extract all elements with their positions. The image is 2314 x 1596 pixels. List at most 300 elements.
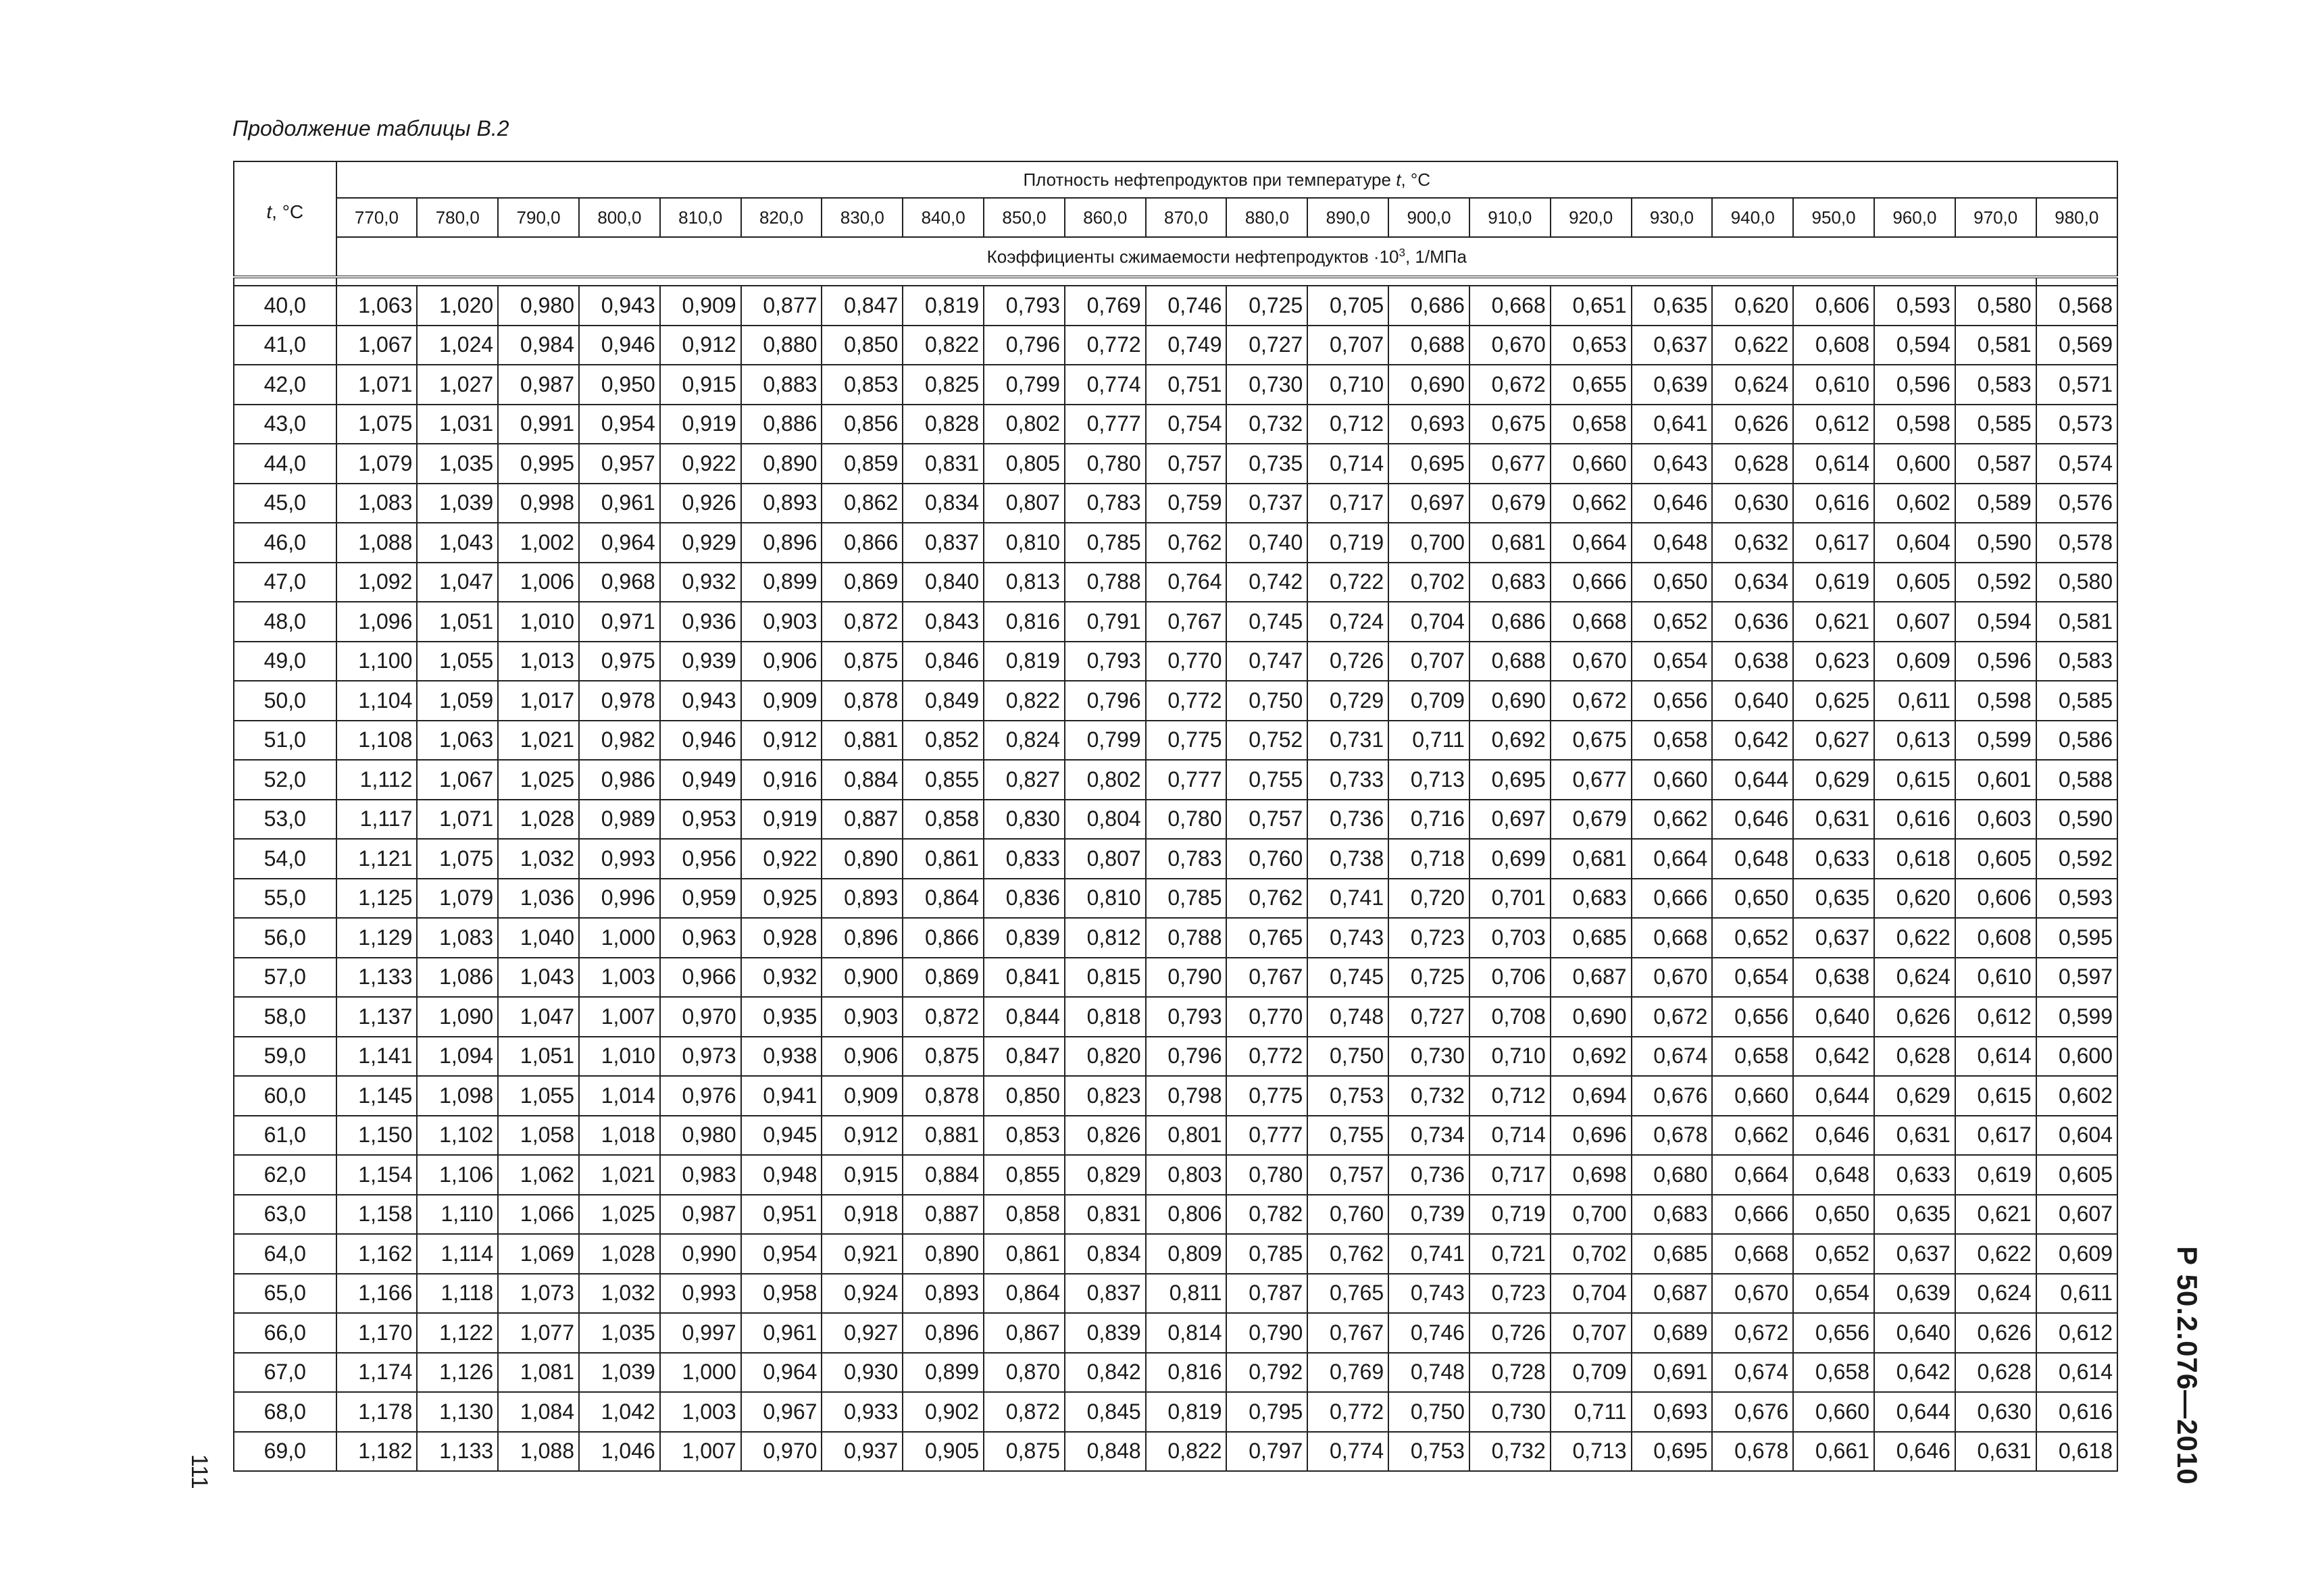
coefficient-cell: 0,722 [1307, 563, 1388, 602]
coefficient-cell: 0,946 [579, 326, 660, 365]
temperature-cell: 67,0 [234, 1353, 336, 1393]
coefficient-cell: 0,624 [1955, 1274, 2036, 1314]
coefficient-cell: 0,712 [1307, 405, 1388, 444]
coefficient-cell: 0,654 [1632, 642, 1713, 681]
coefficient-cell: 0,703 [1469, 918, 1551, 958]
table-row [234, 800, 2117, 840]
coefficient-cell: 0,689 [1632, 1313, 1713, 1353]
coefficient-cell: 1,133 [417, 1432, 498, 1472]
coefficient-cell: 1,013 [498, 642, 579, 681]
coefficient-cell: 0,807 [984, 484, 1065, 523]
coefficient-cell: 0,730 [1469, 1392, 1551, 1432]
coefficient-cell: 0,819 [1146, 1392, 1227, 1432]
coefficient-cell: 0,822 [903, 326, 984, 365]
coefficient-cell: 0,826 [1065, 1116, 1146, 1156]
coefficient-cell: 0,626 [1874, 997, 1955, 1037]
coefficient-cell: 0,787 [1226, 1274, 1307, 1314]
coefficient-cell: 0,704 [1551, 1274, 1632, 1314]
table-row [234, 365, 2117, 405]
coefficient-cell: 0,709 [1551, 1353, 1632, 1393]
density-header-cell: 940,0 [1712, 198, 1793, 237]
coefficient-cell: 0,806 [1146, 1195, 1227, 1235]
coefficient-cell: 0,616 [2036, 1392, 2117, 1432]
coefficient-cell: 0,646 [1712, 800, 1793, 840]
coefficient-cell: 0,824 [984, 721, 1065, 761]
coefficient-cell: 1,130 [417, 1392, 498, 1432]
coefficient-cell: 0,605 [1955, 839, 2036, 879]
coefficient-cell: 0,650 [1793, 1195, 1874, 1235]
coefficient-cell: 0,696 [1551, 1116, 1632, 1156]
coefficient-cell: 0,742 [1226, 563, 1307, 602]
coefficient-cell: 1,010 [579, 1037, 660, 1077]
coefficient-cell: 0,852 [903, 721, 984, 761]
coefficient-cell: 0,953 [660, 800, 741, 840]
coefficient-cell: 0,747 [1226, 642, 1307, 681]
coefficient-cell: 1,162 [336, 1234, 418, 1274]
temperature-cell: 57,0 [234, 958, 336, 998]
coefficient-cell: 0,753 [1307, 1076, 1388, 1116]
coefficient-cell: 0,685 [1551, 918, 1632, 958]
coefficient-cell: 0,743 [1307, 918, 1388, 958]
coefficient-cell: 0,730 [1226, 365, 1307, 405]
coefficient-cell: 0,970 [741, 1432, 822, 1472]
table-row [234, 681, 2117, 721]
coefficient-cell: 0,608 [1955, 918, 2036, 958]
compressibility-table-container [233, 161, 2118, 1472]
density-header-cell: 830,0 [822, 198, 903, 237]
coefficient-cell: 0,783 [1065, 484, 1146, 523]
coefficient-cell: 0,635 [1874, 1195, 1955, 1235]
coefficient-cell: 0,600 [2036, 1037, 2117, 1077]
coefficient-cell: 1,084 [498, 1392, 579, 1432]
coefficient-cell: 0,936 [660, 602, 741, 642]
coefficient-cell: 0,818 [1065, 997, 1146, 1037]
coefficient-cell: 1,066 [498, 1195, 579, 1235]
coefficient-cell: 0,878 [822, 681, 903, 721]
separator-cell [417, 277, 498, 286]
coefficient-header-unit: , 1/МПа [1405, 246, 1467, 267]
coefficient-cell: 0,648 [1632, 523, 1713, 563]
coefficient-cell: 0,597 [2036, 958, 2117, 998]
coefficient-cell: 1,039 [579, 1353, 660, 1393]
coefficient-cell: 0,604 [1874, 523, 1955, 563]
coefficient-cell: 1,040 [498, 918, 579, 958]
coefficient-cell: 1,055 [417, 642, 498, 681]
coefficient-cell: 0,757 [1226, 800, 1307, 840]
table-row [234, 1274, 2117, 1314]
coefficient-cell: 0,664 [1712, 1155, 1793, 1195]
coefficient-cell: 0,870 [984, 1353, 1065, 1393]
coefficient-cell: 0,605 [1874, 563, 1955, 602]
coefficient-cell: 0,893 [903, 1274, 984, 1314]
coefficient-cell: 0,724 [1307, 602, 1388, 642]
coefficient-cell: 0,585 [2036, 681, 2117, 721]
coefficient-cell: 0,628 [1712, 444, 1793, 484]
coefficient-cell: 0,683 [1469, 563, 1551, 602]
coefficient-cell: 0,880 [741, 326, 822, 365]
coefficient-cell: 1,083 [336, 484, 418, 523]
coefficient-cell: 0,890 [903, 1234, 984, 1274]
coefficient-cell: 0,720 [1388, 879, 1469, 919]
coefficient-cell: 1,077 [498, 1313, 579, 1353]
density-header-cell: 960,0 [1874, 198, 1955, 237]
coefficient-cell: 0,903 [741, 602, 822, 642]
t-label-variable: t [266, 201, 272, 222]
coefficient-cell: 0,721 [1469, 1234, 1551, 1274]
coefficient-cell: 0,846 [903, 642, 984, 681]
coefficient-cell: 0,748 [1388, 1353, 1469, 1393]
coefficient-cell: 0,948 [741, 1155, 822, 1195]
coefficient-cell: 0,930 [822, 1353, 903, 1393]
coefficient-cell: 0,921 [822, 1234, 903, 1274]
coefficient-cell: 1,035 [579, 1313, 660, 1353]
coefficient-cell: 1,154 [336, 1155, 418, 1195]
t-label-unit: , °С [272, 201, 304, 222]
coefficient-cell: 0,695 [1632, 1432, 1713, 1472]
coefficient-cell: 0,624 [1712, 365, 1793, 405]
coefficient-cell: 1,000 [660, 1353, 741, 1393]
coefficient-cell: 0,668 [1551, 602, 1632, 642]
coefficient-cell: 0,772 [1307, 1392, 1388, 1432]
coefficient-cell: 1,032 [498, 839, 579, 879]
density-header-variable: t [1396, 169, 1401, 190]
coefficient-cell: 0,697 [1469, 800, 1551, 840]
coefficient-cell: 1,079 [417, 879, 498, 919]
coefficient-cell: 1,036 [498, 879, 579, 919]
coefficient-cell: 0,730 [1388, 1037, 1469, 1077]
coefficient-cell: 0,593 [2036, 879, 2117, 919]
coefficient-cell: 0,716 [1388, 800, 1469, 840]
coefficient-cell: 0,595 [2036, 918, 2117, 958]
coefficient-cell: 0,723 [1388, 918, 1469, 958]
coefficient-cell: 0,633 [1874, 1155, 1955, 1195]
coefficient-cell: 0,600 [1874, 444, 1955, 484]
coefficient-cell: 0,815 [1065, 958, 1146, 998]
coefficient-cell: 1,028 [579, 1234, 660, 1274]
coefficient-cell: 1,006 [498, 563, 579, 602]
coefficient-cell: 1,086 [417, 958, 498, 998]
coefficient-cell: 0,601 [1955, 760, 2036, 800]
coefficient-cell: 0,688 [1388, 326, 1469, 365]
coefficient-cell: 0,793 [1146, 997, 1227, 1037]
coefficient-cell: 0,957 [579, 444, 660, 484]
coefficient-cell: 1,122 [417, 1313, 498, 1353]
coefficient-cell: 1,117 [336, 800, 418, 840]
coefficient-cell: 0,574 [2036, 444, 2117, 484]
coefficient-cell: 0,590 [2036, 800, 2117, 840]
coefficient-cell: 0,956 [660, 839, 741, 879]
coefficient-cell: 0,922 [741, 839, 822, 879]
coefficient-cell: 0,603 [1955, 800, 2036, 840]
coefficient-cell: 1,032 [579, 1274, 660, 1314]
coefficient-cell: 0,963 [660, 918, 741, 958]
separator-cell [1388, 277, 1469, 286]
coefficient-cell: 0,620 [1712, 286, 1793, 326]
coefficient-cell: 0,653 [1551, 326, 1632, 365]
coefficient-cell: 0,606 [1793, 286, 1874, 326]
coefficient-cell: 0,984 [498, 326, 579, 365]
coefficient-cell: 1,000 [579, 918, 660, 958]
coefficient-cell: 1,035 [417, 444, 498, 484]
coefficient-cell: 0,685 [1632, 1234, 1713, 1274]
coefficient-cell: 0,654 [1793, 1274, 1874, 1314]
table-row [234, 721, 2117, 761]
coefficient-cell: 0,798 [1146, 1076, 1227, 1116]
coefficient-cell: 0,607 [1874, 602, 1955, 642]
coefficient-cell: 1,098 [417, 1076, 498, 1116]
coefficient-cell: 0,982 [579, 721, 660, 761]
temperature-cell: 43,0 [234, 405, 336, 444]
coefficient-cell: 0,739 [1388, 1195, 1469, 1235]
coefficient-cell: 1,047 [498, 997, 579, 1037]
coefficient-cell: 0,596 [1955, 642, 2036, 681]
coefficient-cell: 0,796 [1146, 1037, 1227, 1077]
coefficient-cell: 0,767 [1307, 1313, 1388, 1353]
coefficient-cell: 0,616 [1874, 800, 1955, 840]
coefficient-cell: 0,909 [660, 286, 741, 326]
coefficient-cell: 1,027 [417, 365, 498, 405]
coefficient-cell: 0,924 [822, 1274, 903, 1314]
coefficient-cell: 0,658 [1712, 1037, 1793, 1077]
coefficient-cell: 0,615 [1955, 1076, 2036, 1116]
coefficient-cell: 0,670 [1712, 1274, 1793, 1314]
table-row [234, 760, 2117, 800]
coefficient-cell: 0,646 [1793, 1116, 1874, 1156]
coefficient-cell: 0,650 [1712, 879, 1793, 919]
coefficient-cell: 1,112 [336, 760, 418, 800]
coefficient-cell: 0,589 [1955, 484, 2036, 523]
density-header-cell: 970,0 [1955, 198, 2036, 237]
coefficient-cell: 0,941 [741, 1076, 822, 1116]
density-header-cell: 810,0 [660, 198, 741, 237]
coefficient-cell: 0,638 [1793, 958, 1874, 998]
table-row [234, 563, 2117, 602]
temperature-cell: 41,0 [234, 326, 336, 365]
coefficient-cell: 0,681 [1551, 839, 1632, 879]
coefficient-cell: 0,831 [1065, 1195, 1146, 1235]
coefficient-cell: 0,700 [1388, 523, 1469, 563]
coefficient-cell: 0,754 [1146, 405, 1227, 444]
coefficient-cell: 0,918 [822, 1195, 903, 1235]
coefficient-cell: 0,991 [498, 405, 579, 444]
coefficient-cell: 0,741 [1388, 1234, 1469, 1274]
coefficient-cell: 0,725 [1388, 958, 1469, 998]
coefficient-cell: 1,043 [417, 523, 498, 563]
coefficient-cell: 0,805 [984, 444, 1065, 484]
temperature-cell: 45,0 [234, 484, 336, 523]
coefficient-cell: 0,780 [1226, 1155, 1307, 1195]
density-header-cell: 870,0 [1146, 198, 1227, 237]
table-row [234, 1234, 2117, 1274]
separator-cell [984, 277, 1065, 286]
coefficient-cell: 0,975 [579, 642, 660, 681]
coefficient-cell: 0,938 [741, 1037, 822, 1077]
coefficient-cell: 0,777 [1065, 405, 1146, 444]
coefficient-cell: 1,092 [336, 563, 418, 602]
separator-cell [1632, 277, 1713, 286]
coefficient-cell: 0,666 [1632, 879, 1713, 919]
coefficient-cell: 0,620 [1874, 879, 1955, 919]
coefficient-cell: 0,906 [741, 642, 822, 681]
coefficient-cell: 0,833 [984, 839, 1065, 879]
coefficient-cell: 1,055 [498, 1076, 579, 1116]
density-header-cell: 790,0 [498, 198, 579, 237]
coefficient-cell: 0,681 [1469, 523, 1551, 563]
coefficient-cell: 0,770 [1226, 997, 1307, 1037]
coefficient-cell: 0,793 [1065, 642, 1146, 681]
coefficient-cell: 0,674 [1632, 1037, 1713, 1077]
temperature-cell: 44,0 [234, 444, 336, 484]
coefficient-cell: 0,612 [2036, 1313, 2117, 1353]
coefficient-cell: 0,640 [1874, 1313, 1955, 1353]
coefficient-cell: 0,668 [1712, 1234, 1793, 1274]
coefficient-cell: 0,709 [1388, 681, 1469, 721]
coefficient-cell: 0,775 [1226, 1076, 1307, 1116]
coefficient-cell: 0,606 [1955, 879, 2036, 919]
table-row [234, 523, 2117, 563]
coefficient-cell: 0,629 [1874, 1076, 1955, 1116]
coefficient-cell: 0,877 [741, 286, 822, 326]
coefficient-cell: 0,616 [1793, 484, 1874, 523]
coefficient-cell: 0,729 [1307, 681, 1388, 721]
temperature-cell: 53,0 [234, 800, 336, 840]
table-row [234, 1432, 2117, 1472]
coefficient-cell: 1,178 [336, 1392, 418, 1432]
coefficient-cell: 0,849 [903, 681, 984, 721]
separator-cell [1226, 277, 1307, 286]
coefficient-cell: 0,664 [1632, 839, 1713, 879]
temperature-cell: 60,0 [234, 1076, 336, 1116]
coefficient-cell: 1,025 [579, 1195, 660, 1235]
coefficient-cell: 0,986 [579, 760, 660, 800]
coefficient-cell: 0,772 [1146, 681, 1227, 721]
coefficient-cell: 1,102 [417, 1116, 498, 1156]
coefficient-cell: 0,604 [2036, 1116, 2117, 1156]
coefficient-cell: 1,003 [579, 958, 660, 998]
coefficient-cell: 0,834 [903, 484, 984, 523]
coefficient-cell: 1,088 [336, 523, 418, 563]
coefficient-cell: 0,954 [741, 1234, 822, 1274]
coefficient-cell: 0,750 [1226, 681, 1307, 721]
temperature-column-header [234, 161, 336, 277]
temperature-cell: 47,0 [234, 563, 336, 602]
coefficient-cell: 0,737 [1226, 484, 1307, 523]
coefficient-cell: 0,791 [1065, 602, 1146, 642]
coefficient-cell: 0,660 [1712, 1076, 1793, 1116]
coefficient-cell: 0,717 [1307, 484, 1388, 523]
coefficient-cell: 0,670 [1469, 326, 1551, 365]
coefficient-cell: 0,736 [1388, 1155, 1469, 1195]
coefficient-cell: 0,664 [1551, 523, 1632, 563]
temperature-cell: 51,0 [234, 721, 336, 761]
coefficient-cell: 0,581 [1955, 326, 2036, 365]
separator-cell [1551, 277, 1632, 286]
coefficient-cell: 0,662 [1551, 484, 1632, 523]
coefficient-cell: 0,976 [660, 1076, 741, 1116]
coefficient-cell: 0,660 [1551, 444, 1632, 484]
coefficient-cell: 0,844 [984, 997, 1065, 1037]
coefficient-cell: 0,759 [1146, 484, 1227, 523]
coefficient-cell: 0,822 [984, 681, 1065, 721]
coefficient-cell: 0,765 [1226, 918, 1307, 958]
coefficient-cell: 0,688 [1469, 642, 1551, 681]
coefficient-cell: 0,691 [1632, 1353, 1713, 1393]
separator-cell [822, 277, 903, 286]
coefficient-cell: 0,788 [1065, 563, 1146, 602]
coefficient-cell: 0,919 [741, 800, 822, 840]
coefficient-cell: 0,626 [1955, 1313, 2036, 1353]
density-header-cell: 950,0 [1793, 198, 1874, 237]
density-header-cell: 910,0 [1469, 198, 1551, 237]
coefficient-cell: 0,745 [1226, 602, 1307, 642]
coefficient-cell: 1,174 [336, 1353, 418, 1393]
coefficient-cell: 0,634 [1712, 563, 1793, 602]
coefficient-cell: 0,774 [1307, 1432, 1388, 1472]
coefficient-cell: 0,899 [903, 1353, 984, 1393]
coefficient-cell: 1,007 [660, 1432, 741, 1472]
coefficient-cell: 0,698 [1551, 1155, 1632, 1195]
temperature-cell: 64,0 [234, 1234, 336, 1274]
coefficient-cell: 0,893 [822, 879, 903, 919]
coefficient-cell: 1,071 [417, 800, 498, 840]
coefficient-cell: 0,648 [1793, 1155, 1874, 1195]
coefficient-cell: 0,949 [660, 760, 741, 800]
table-row [234, 1076, 2117, 1116]
coefficient-cell: 0,748 [1307, 997, 1388, 1037]
coefficient-cell: 0,609 [2036, 1234, 2117, 1274]
table-body [234, 286, 2117, 1471]
coefficient-cell: 0,643 [1632, 444, 1713, 484]
coefficient-cell: 0,788 [1146, 918, 1227, 958]
coefficient-cell: 0,713 [1388, 760, 1469, 800]
coefficient-cell: 1,126 [417, 1353, 498, 1393]
coefficient-cell: 0,718 [1388, 839, 1469, 879]
table-row [234, 1353, 2117, 1393]
coefficient-cell: 0,862 [822, 484, 903, 523]
coefficient-cell: 0,811 [1146, 1274, 1227, 1314]
coefficient-cell: 0,943 [660, 681, 741, 721]
coefficient-cell: 0,971 [579, 602, 660, 642]
coefficient-cell: 0,619 [1955, 1155, 2036, 1195]
coefficient-cell: 1,024 [417, 326, 498, 365]
coefficient-cell: 0,801 [1146, 1116, 1227, 1156]
coefficient-cell: 0,799 [1065, 721, 1146, 761]
coefficient-cell: 1,145 [336, 1076, 418, 1116]
coefficient-cell: 0,978 [579, 681, 660, 721]
coefficient-cell: 0,866 [903, 918, 984, 958]
coefficient-cell: 0,890 [822, 839, 903, 879]
coefficient-cell: 0,933 [822, 1392, 903, 1432]
coefficient-cell: 0,624 [1874, 958, 1955, 998]
coefficient-cell: 0,690 [1469, 681, 1551, 721]
coefficient-cell: 0,592 [1955, 563, 2036, 602]
coefficient-cell: 0,967 [741, 1392, 822, 1432]
coefficient-cell: 0,587 [1955, 444, 2036, 484]
coefficient-cell: 0,855 [903, 760, 984, 800]
table-row [234, 1392, 2117, 1432]
density-header-cell: 930,0 [1632, 198, 1713, 237]
coefficient-cell: 1,007 [579, 997, 660, 1037]
coefficient-cell: 0,719 [1307, 523, 1388, 563]
coefficient-cell: 1,158 [336, 1195, 418, 1235]
coefficient-cell: 0,727 [1226, 326, 1307, 365]
coefficient-cell: 0,772 [1065, 326, 1146, 365]
coefficient-cell: 0,937 [822, 1432, 903, 1472]
coefficient-cell: 0,764 [1146, 563, 1227, 602]
coefficient-cell: 0,571 [2036, 365, 2117, 405]
coefficient-cell: 0,734 [1388, 1116, 1469, 1156]
coefficient-cell: 1,073 [498, 1274, 579, 1314]
